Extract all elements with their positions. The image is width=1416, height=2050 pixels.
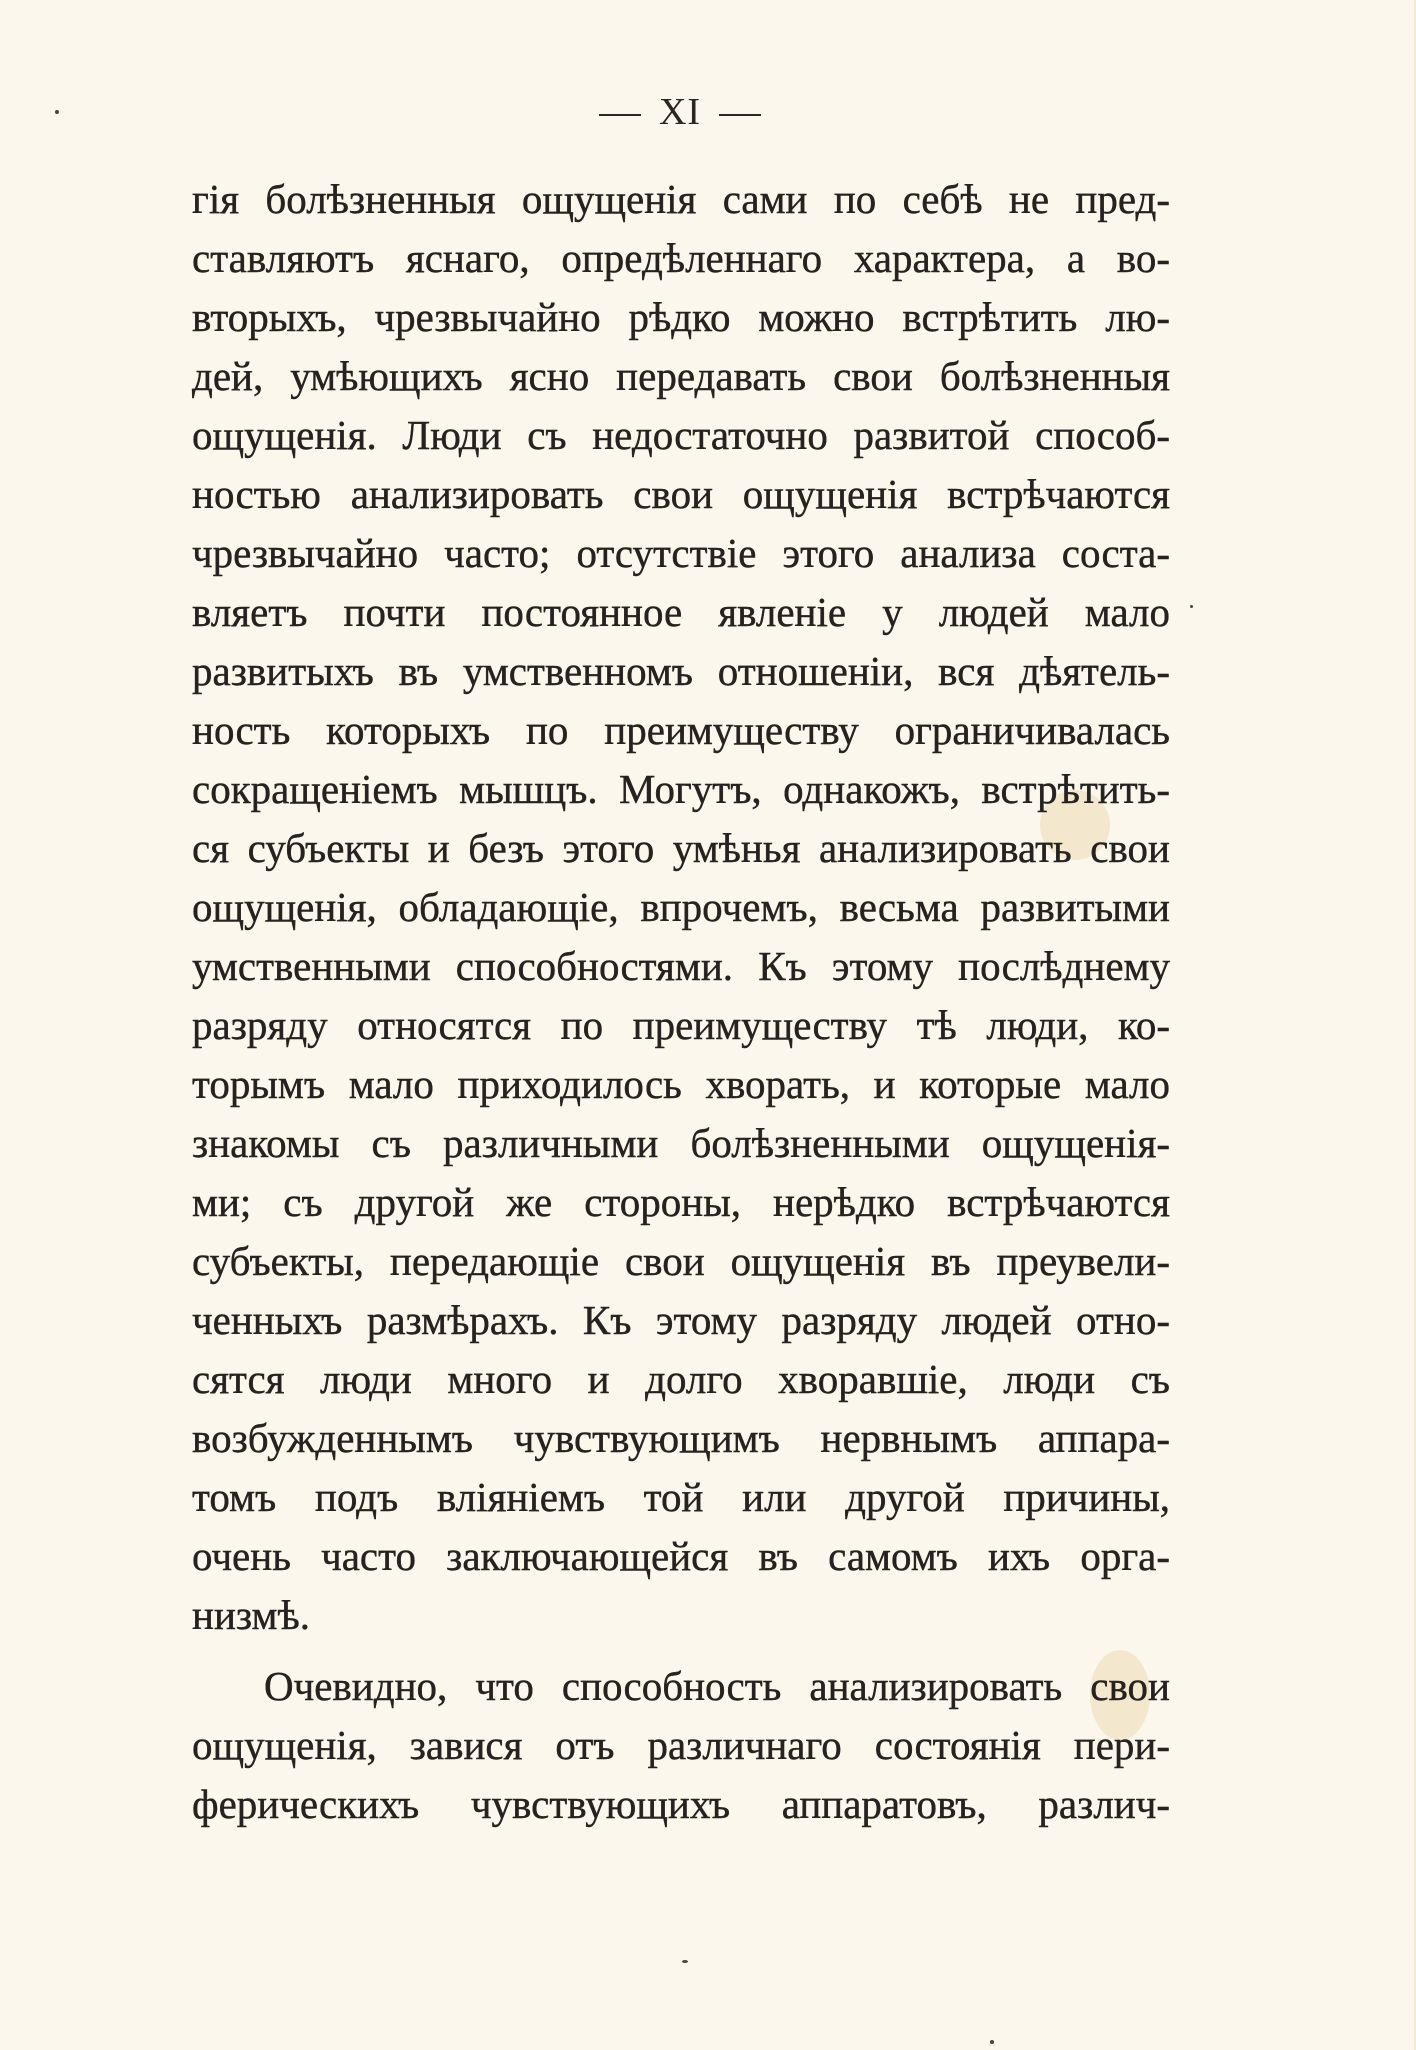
text-line: Очевидно, что способность анализировать свои [264,1663,1170,1709]
text-line: низмѣ. [192,1592,310,1638]
text-line: разряду относятся по преимуществу тѣ люди, ко- [192,1002,1170,1048]
text-line: знакомы съ различными болѣзненными ощущенія- [192,1120,1170,1166]
header-dash-right [719,114,761,116]
text-line: сятся люди много и долго хворавшіе, люди съ [192,1356,1170,1402]
text-line: ферическихъ чувствующихъ аппаратовъ, различ- [192,1781,1170,1827]
text-line: торымъ мало приходилось хворать, и которые мало [192,1061,1170,1107]
ink-speck [990,2040,994,2044]
paragraph-gap [192,1645,1170,1657]
text-line: вторыхъ, чрезвычайно рѣдко можно встрѣтить лю- [192,294,1170,340]
paragraph-2 [192,1657,1170,1834]
page-header [0,90,1360,134]
text-line: ностью анализировать свои ощущенія встрѣчаются [192,471,1170,517]
text-line: гія болѣзненныя ощущенія сами по себѣ не пред- [192,176,1170,222]
text-line: томъ подъ вліяніемъ той или другой причины, [192,1474,1170,1520]
text-line: умственными способностями. Къ этому послѣднему [192,943,1170,989]
text-line: ощущенія, завися отъ различнаго состоянія пери- [192,1722,1170,1768]
text-line: ставляютъ яснаго, опредѣленнаго характера, а во- [192,235,1170,281]
page-number: XI [658,91,702,133]
text-line: сокращеніемъ мышцъ. Могутъ, однакожъ, встрѣтить- [192,766,1170,812]
text-line: очень часто заключающейся въ самомъ ихъ орга- [192,1533,1170,1579]
text-line: возбужденнымъ чувствующимъ нервнымъ аппара- [192,1415,1170,1461]
text-line: дей, умѣющихъ ясно передавать свои болѣзненныя [192,353,1170,399]
text-line: ощущенія. Люди съ недостаточно развитой способ- [192,412,1170,458]
text-line: ся субъекты и безъ этого умѣнья анализировать свои [192,825,1170,871]
header-dash-left [599,114,641,116]
text-line: ность которыхъ по преимуществу ограничивалась [192,707,1170,753]
text-line: вляетъ почти постоянное явленіе у людей мало [192,589,1170,635]
paragraph-1 [192,170,1170,1645]
text-line: чрезвычайно часто; отсутствіе этого анализа соста- [192,530,1170,576]
text-line: субъекты, передающіе свои ощущенія въ преувели- [192,1238,1170,1284]
body-text [192,170,1170,1834]
text-line: ми; съ другой же стороны, нерѣдко встрѣчаются [192,1179,1170,1225]
text-line: ченныхъ размѣрахъ. Къ этому разряду людей отно- [192,1297,1170,1343]
text-line: развитыхъ въ умственномъ отношеніи, вся дѣятель- [192,648,1170,694]
text-line: ощущенія, обладающіе, впрочемъ, весьма развитыми [192,884,1170,930]
ink-speck [1190,605,1193,608]
ink-speck [682,1960,688,1963]
